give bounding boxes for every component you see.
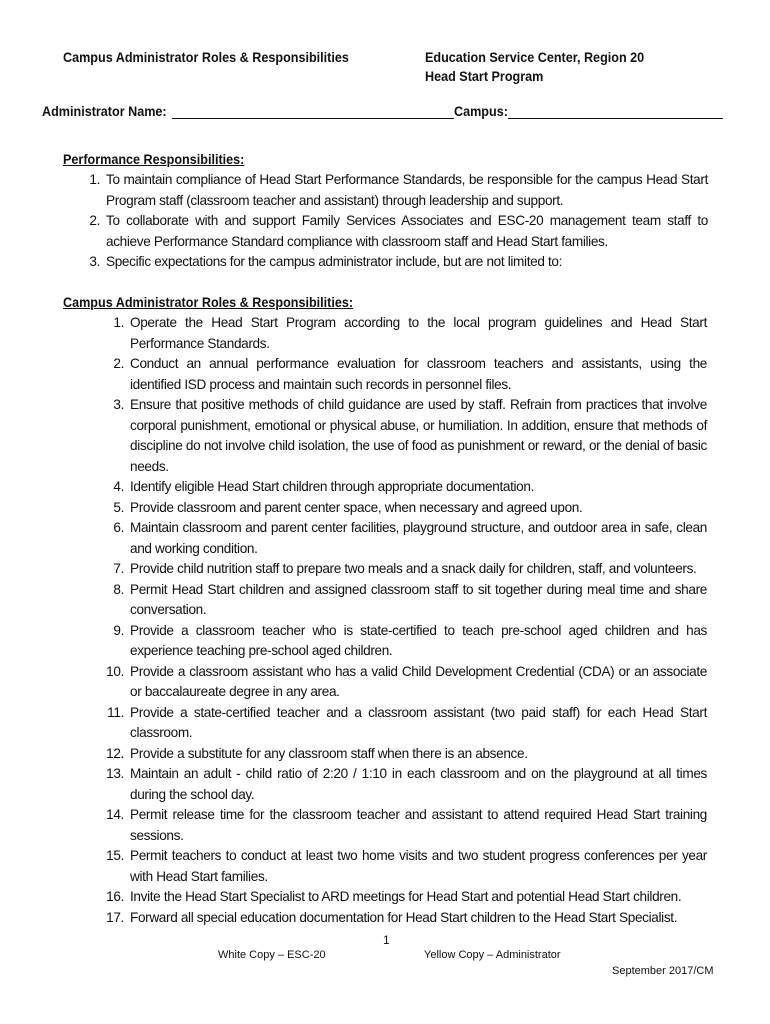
document-title [63,48,349,67]
list-item-text: Maintain classroom and parent center facilities, playground structure, and outdoor area in safe, clean and working condition. [130,520,707,556]
performance-section-title: Performance Responsibilities: [63,151,245,167]
list-item [106,764,707,805]
list-item-number: 7. [113,561,124,576]
administrator-name-blank [172,104,454,119]
list-item-number: 8. [113,581,124,597]
organization-name: Education Service Center, Region 20 [425,49,645,65]
list-item-text: Conduct an annual performance evaluation for classroom teachers and assistants, using the identified ISD process and maintain such records in personnel files. [130,356,707,392]
list-item [82,252,708,273]
list-item [106,559,707,580]
list-item [106,395,707,477]
list-item-text: Provide classroom and parent center space, when necessary and agreed upon. [130,499,583,515]
campus-label: Campus: [454,103,509,119]
page-number: 1 [383,933,390,947]
list-item [106,908,707,929]
list-item-text: Forward all special education documentation for Head Start children to the Head Start Specialist. [130,909,678,925]
list-item [82,170,708,211]
list-item-text: Identify eligible Head Start children through appropriate documentation. [130,479,535,494]
list-item [106,887,707,908]
revision-date: September 2017/CM [612,965,714,977]
list-item [106,580,707,621]
list-item [106,313,707,354]
list-item-text: Permit Head Start children and assigned classroom staff to sit together during meal time and share conversation. [130,581,707,617]
list-item-number: 11. [107,704,124,720]
list-item-number: 2. [89,213,100,228]
list-item-text: Provide child nutrition staff to prepare two meals and a snack daily for children, staff, and volunteers. [130,561,697,576]
list-item-text: Provide a classroom assistant who has a valid Child Development Credential (CDA) or an associate or baccalaureate degree in any area. [130,663,707,699]
list-item [106,703,707,744]
list-item-text: Permit release time for the classroom teacher and assistant to attend required Head Start training sessions. [130,807,707,843]
list-item-number: 16. [106,889,124,904]
list-item-text: Operate the Head Start Program according to the local program guidelines and Head Start Performance Standards. [130,315,707,351]
white-copy-note: White Copy – ESC-20 [218,949,326,961]
list-item-number: 13. [106,766,124,781]
list-item-number: 3. [113,397,124,412]
list-item-text: Specific expectations for the campus administrator include, but are not limited to: [106,254,563,269]
organization-header [425,48,644,86]
list-item [106,744,707,765]
list-item-number: 4. [113,479,124,494]
list-item-number: 2. [113,356,124,371]
roles-list [106,313,707,928]
campus-blank [508,104,723,119]
administrator-info-line [42,103,732,119]
list-item-number: 1. [113,315,124,330]
administrator-name-label: Administrator Name: [42,103,167,119]
list-item [82,211,708,252]
list-item [106,621,707,662]
list-item-text: Provide a classroom teacher who is state-certified to teach pre-school aged children and has experience teaching pre-school aged children. [130,622,707,658]
list-item [106,498,707,519]
list-item-number: 5. [113,499,124,515]
list-item [106,354,707,395]
list-item-text: To maintain compliance of Head Start Performance Standards, be responsible for the campus Head Start Program staff (classroom teacher and assistant) through leadership and support. [106,172,708,208]
list-item-number: 14. [106,807,124,822]
list-item [106,477,707,498]
list-item-number: 9. [113,622,124,638]
list-item-text: Provide a state-certified teacher and a classroom assistant (two paid staff) for each Head Start classroom. [130,704,707,740]
list-item-text: Maintain an adult - child ratio of 2:20 / 1:10 in each classroom and on the playground at all times during the school day. [130,766,707,802]
list-item [106,662,707,703]
yellow-copy-note: Yellow Copy – Administrator [424,949,561,961]
list-item-number: 10. [106,663,124,679]
list-item [106,846,707,887]
list-item-text: Ensure that positive methods of child guidance are used by staff. Refrain from practices that involve corporal punishment, emotional or physical abuse, or humiliation. In addition, ensure that methods of discipline do not involve child isolation, the use of food as punishment or reward, or the denial of basic needs. [130,397,707,474]
program-name: Head Start Program [425,68,544,84]
list-item-number: 17. [106,909,124,925]
document-title-text: Campus Administrator Roles & Responsibilities [63,49,349,65]
list-item-text: Invite the Head Start Specialist to ARD meetings for Head Start and potential Head Start children. [130,889,682,904]
list-item-text: To collaborate with and support Family Services Associates and ESC-20 management team staff to achieve Performance Standard compliance with classroom staff and Head Start families. [106,213,708,249]
list-item-number: 1. [89,172,100,187]
list-item-number: 12. [106,745,124,761]
list-item-text: Provide a substitute for any classroom staff when there is an absence. [130,745,528,761]
list-item [106,518,707,559]
list-item-number: 6. [113,520,124,535]
performance-list [82,170,708,273]
list-item-text: Permit teachers to conduct at least two home visits and two student progress conferences per year with Head Start families. [130,848,707,884]
list-item-number: 3. [89,254,100,269]
list-item-number: 15. [106,848,124,863]
roles-section-title: Campus Administrator Roles & Responsibilities: [63,294,354,310]
list-item [106,805,707,846]
